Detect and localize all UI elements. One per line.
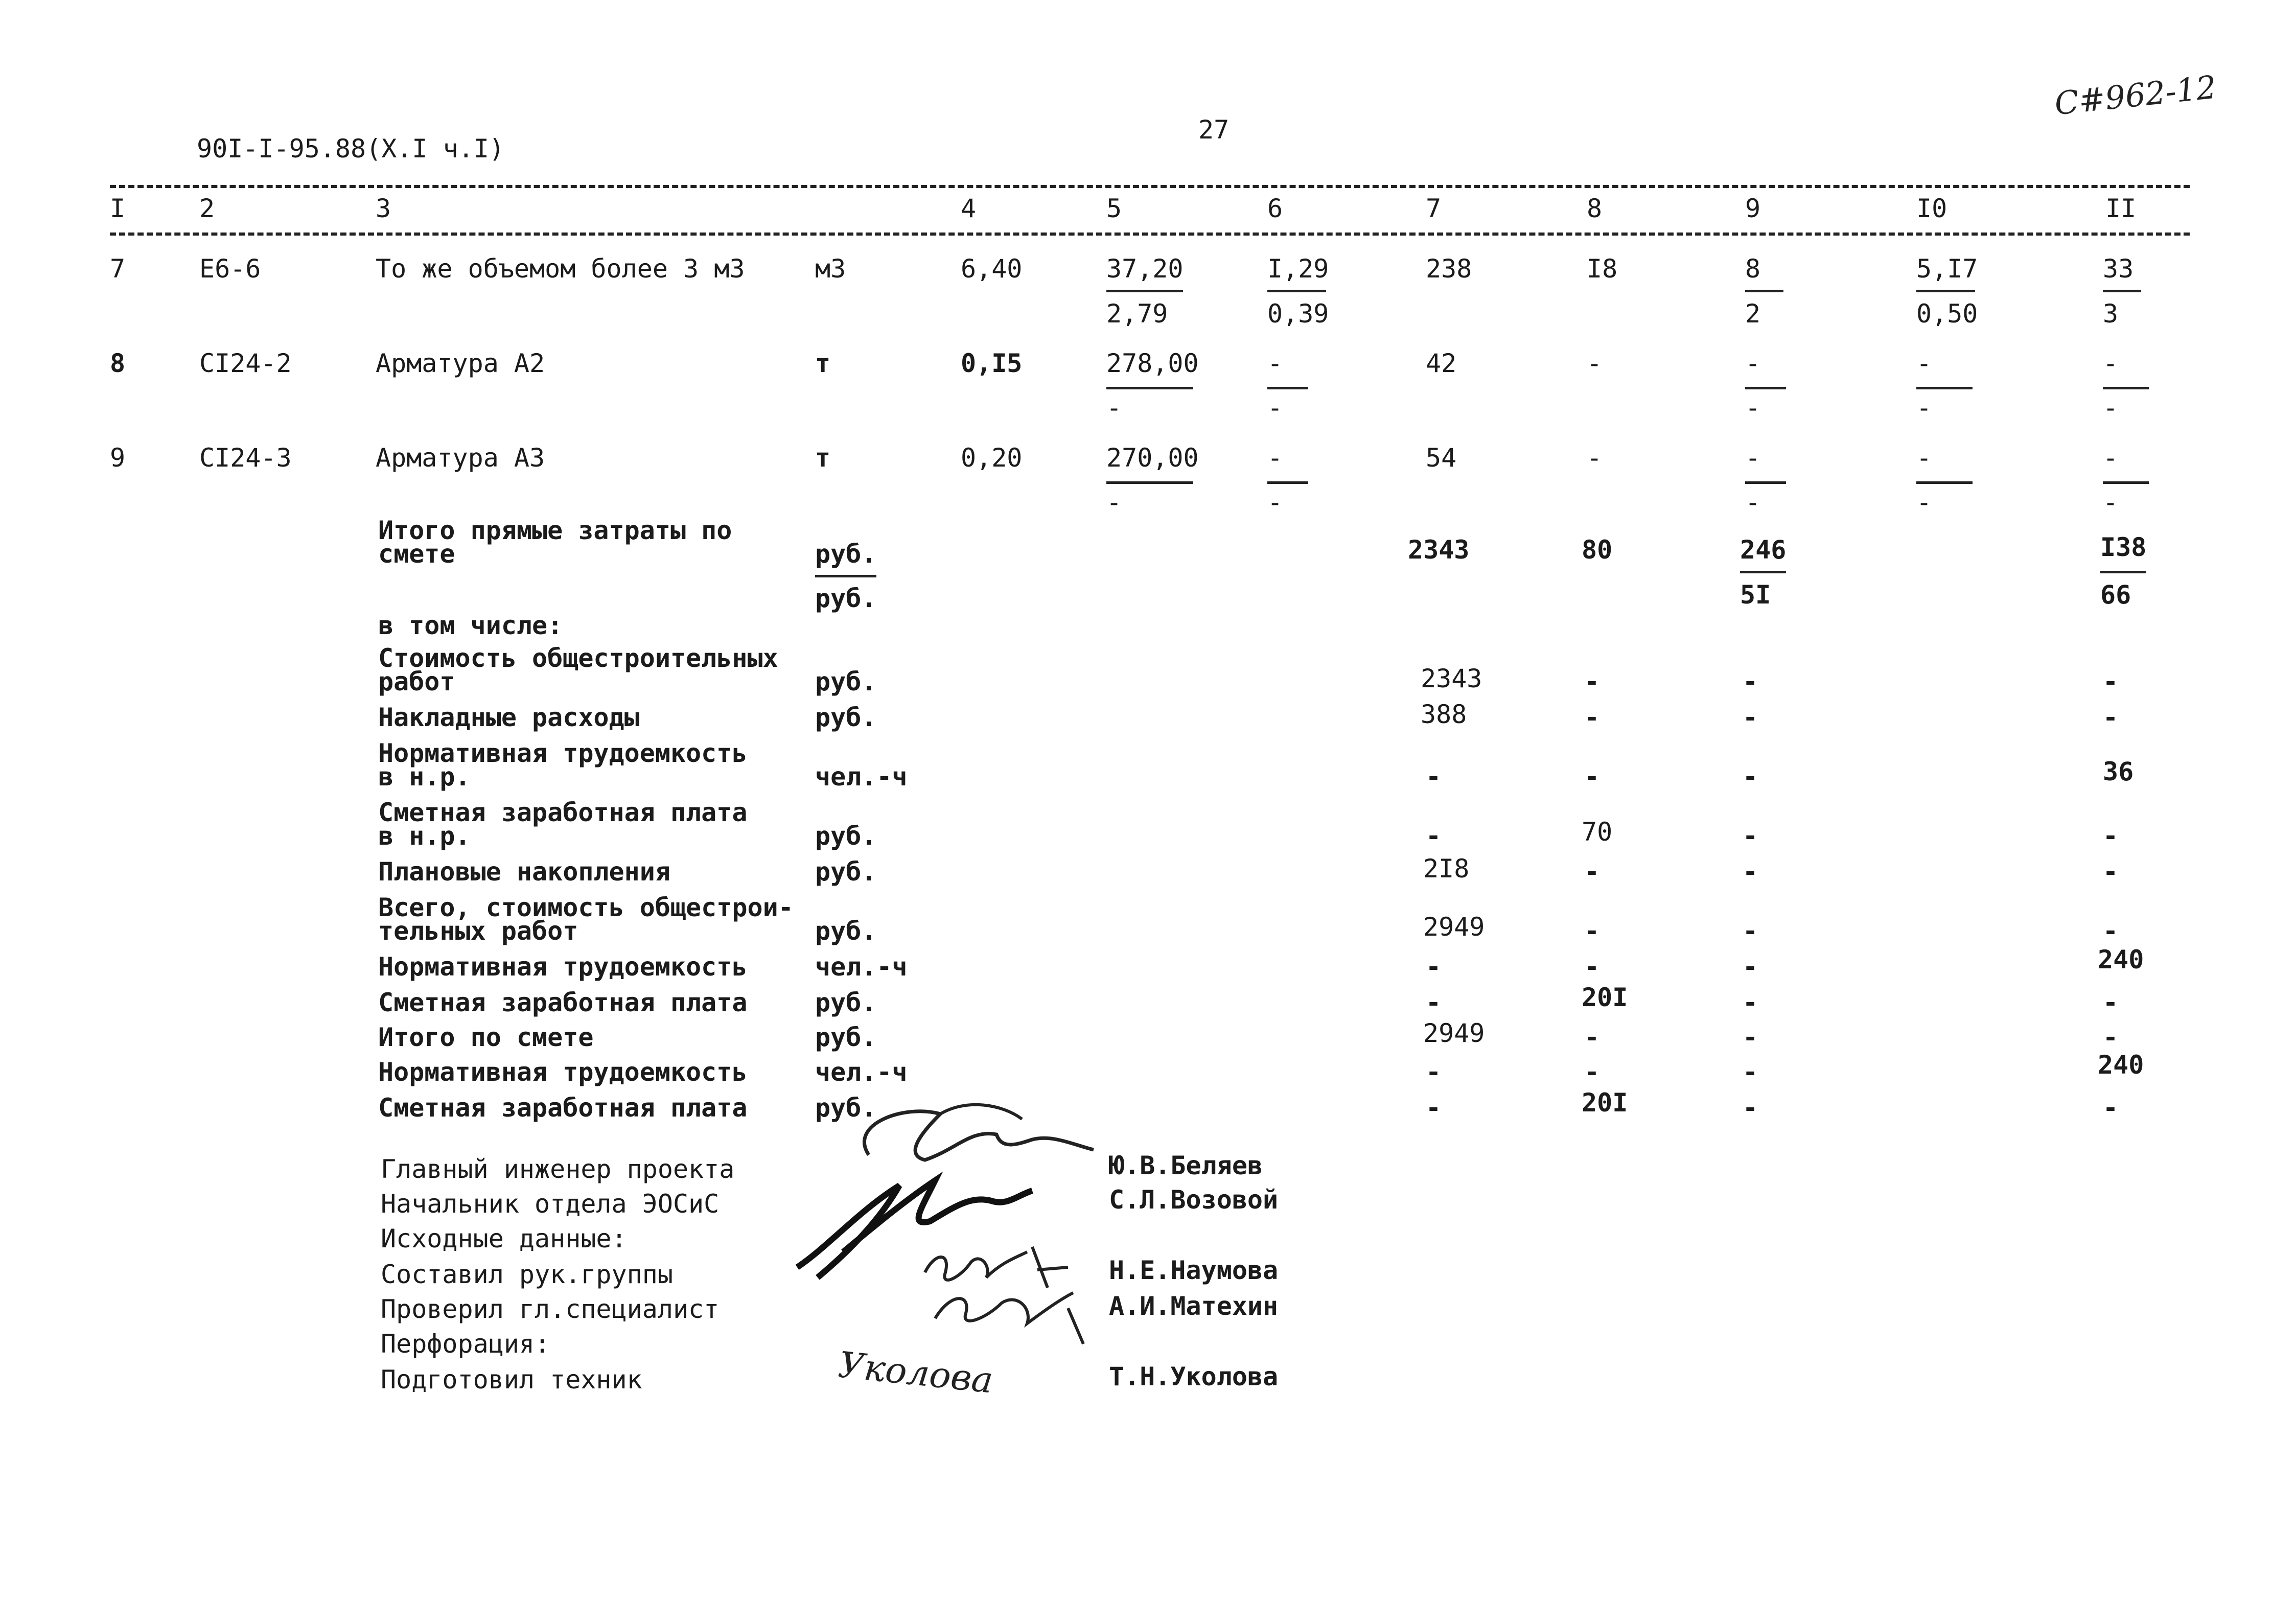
row-code: СI24-2 — [199, 349, 292, 378]
summary-line-col8: - — [1584, 667, 1600, 696]
summary-total-unit: руб. — [815, 539, 877, 569]
fraction-bar — [815, 575, 876, 577]
handwritten-signature-ukolova: Уколова — [836, 1343, 995, 1402]
row-col9-sub: - — [1745, 487, 1761, 517]
summary-line-col8: 20I — [1582, 1088, 1628, 1118]
row-col10-sub: - — [1916, 393, 1932, 423]
signature-name: Т.Н.Уколова — [1109, 1362, 1279, 1391]
summary-line-col7: 2343 — [1421, 664, 1482, 693]
summary-line-col9: - — [1743, 1057, 1758, 1087]
summary-line-unit: руб. — [815, 1093, 877, 1123]
row-col9: - — [1745, 349, 1761, 378]
row-col10: 5,I7 — [1916, 254, 1978, 284]
summary-line-col7: - — [1426, 988, 1442, 1017]
summary-line-col9: - — [1743, 703, 1758, 732]
fraction-bar — [1267, 387, 1308, 389]
row-code: СI24-3 — [199, 443, 292, 473]
signature-role: Проверил гл.специалист — [381, 1294, 720, 1324]
signature-name: С.Л.Возовой — [1109, 1185, 1279, 1215]
signature-role: Начальник отдела ЭОСиС — [381, 1189, 720, 1219]
signature-role: Исходные данные: — [381, 1224, 627, 1253]
row-col6-sub: - — [1267, 393, 1283, 423]
fraction-bar — [1740, 571, 1786, 573]
summary-line-col9: - — [1743, 916, 1758, 946]
row-col8: - — [1587, 349, 1603, 378]
row-col9-sub: - — [1745, 393, 1761, 423]
summary-line-col7: 2949 — [1423, 912, 1485, 942]
row-qty: 0,I5 — [961, 349, 1023, 378]
row-col9-sub: 2 — [1745, 299, 1761, 329]
col-header-2: 2 — [199, 194, 215, 223]
row-col9: 8 — [1745, 254, 1761, 284]
archive-mark: С#962-12 — [2053, 68, 2218, 123]
handwritten-signature-naumova — [915, 1232, 1099, 1349]
summary-line-label: Стоимость общестроительных — [378, 643, 778, 673]
summary-line-label: Всего, стоимость общестрои- — [378, 893, 794, 922]
summary-line-col8: 20I — [1582, 983, 1628, 1012]
summary-line-label: Сметная заработная плата — [378, 988, 748, 1017]
fraction-bar — [1745, 481, 1786, 484]
summary-line-unit: руб. — [815, 667, 877, 696]
summary-line-label: Нормативная трудоемкость — [378, 738, 748, 768]
col-header-5: 5 — [1106, 194, 1122, 223]
summary-line-unit: руб. — [815, 703, 877, 732]
row-unit: т — [815, 349, 831, 378]
row-name: Арматура А3 — [376, 443, 545, 473]
fraction-bar — [2103, 481, 2149, 484]
summary-line-col8: - — [1584, 762, 1600, 792]
summary-line-unit: руб. — [815, 988, 877, 1017]
summary-line-col9: - — [1743, 667, 1758, 696]
summary-line-col9: - — [1743, 762, 1758, 792]
summary-line-col8: 70 — [1582, 817, 1613, 847]
summary-line-unit: руб. — [815, 821, 877, 851]
row-col8: - — [1587, 443, 1603, 473]
summary-line-col9: - — [1743, 1023, 1758, 1052]
summary-line-label: Итого по смете — [378, 1023, 594, 1052]
row-col10: - — [1916, 443, 1932, 473]
summary-line-label: Сметная заработная плата — [378, 1093, 748, 1123]
signature-role: Главный инженер проекта — [381, 1154, 735, 1184]
row-col10-sub: - — [1916, 487, 1932, 517]
row-col5-sub: 2,79 — [1106, 299, 1168, 329]
row-name: Арматура А2 — [376, 349, 545, 378]
summary-line-label-cont: тельных работ — [378, 916, 578, 946]
summary-line-unit: руб. — [815, 857, 877, 887]
summary-line-col11: - — [2103, 988, 2119, 1017]
row-col7: 54 — [1426, 443, 1457, 473]
row-col11: - — [2103, 443, 2119, 473]
summary-total-label-1: Итого прямые затраты по — [378, 516, 732, 545]
summary-line-col8: - — [1584, 916, 1600, 946]
row-col5-sub: - — [1106, 487, 1122, 517]
signature-name: Ю.В.Беляев — [1109, 1151, 1263, 1180]
row-col7: 42 — [1426, 349, 1457, 378]
summary-line-unit: руб. — [815, 916, 877, 946]
fraction-bar — [1916, 387, 1973, 389]
summary-line-col11: 240 — [2098, 945, 2144, 974]
summary-line-label: Плановые накопления — [378, 857, 670, 887]
summary-line-unit: руб. — [815, 1023, 877, 1052]
summary-total-col11: I38 — [2100, 532, 2147, 562]
row-col9: - — [1745, 443, 1761, 473]
row-col10-sub: 0,50 — [1916, 299, 1978, 329]
col-header-7: 7 — [1426, 194, 1442, 223]
fraction-bar — [1916, 481, 1973, 484]
summary-line-col7: - — [1426, 1093, 1442, 1123]
row-col7: 238 — [1426, 254, 1472, 284]
row-col6-sub: 0,39 — [1267, 299, 1329, 329]
row-name: То же объемом более 3 м3 — [376, 254, 745, 284]
col-header-9: 9 — [1745, 194, 1761, 223]
summary-line-col11: - — [2103, 916, 2119, 946]
fraction-bar — [1916, 290, 1975, 292]
row-number: 8 — [110, 349, 126, 378]
row-number: 9 — [110, 443, 126, 473]
summary-line-col11: 36 — [2103, 757, 2134, 786]
summary-line-col11: - — [2103, 667, 2119, 696]
summary-line-label: Нормативная трудоемкость — [378, 952, 748, 982]
summary-line-col11: - — [2103, 857, 2119, 887]
summary-total-col9: 246 — [1740, 535, 1787, 565]
summary-line-unit: чел.-ч — [815, 952, 908, 982]
summary-line-label: Накладные расходы — [378, 703, 640, 732]
summary-total-col8: 80 — [1582, 535, 1613, 565]
summary-line-col7: - — [1426, 821, 1442, 851]
row-col11: 33 — [2103, 254, 2134, 284]
fraction-bar — [1267, 481, 1308, 484]
summary-total-label-2: смете — [378, 539, 455, 569]
summary-total-unit-sub: руб. — [815, 584, 877, 613]
col-header-11: II — [2105, 194, 2137, 223]
row-col5: 278,00 — [1106, 349, 1199, 378]
row-col6: - — [1267, 349, 1283, 378]
summary-line-col9: - — [1743, 952, 1758, 982]
summary-total-col7: 2343 — [1408, 535, 1470, 565]
summary-line-col11: - — [2103, 1023, 2119, 1052]
table-top-rule — [110, 185, 2190, 188]
row-unit: м3 — [815, 254, 846, 284]
summary-line-col8: - — [1584, 952, 1600, 982]
summary-line-col7: - — [1426, 1057, 1442, 1087]
row-col6-sub: - — [1267, 487, 1283, 517]
document-code: 90I-I-95.88(X.I ч.I) — [197, 134, 505, 164]
row-number: 7 — [110, 254, 126, 284]
summary-line-col8: - — [1584, 1023, 1600, 1052]
row-col8: I8 — [1587, 254, 1618, 284]
row-col6: I,29 — [1267, 254, 1329, 284]
summary-line-col7: 2949 — [1423, 1018, 1485, 1048]
summary-line-col8: - — [1584, 857, 1600, 887]
row-col11-sub: 3 — [2103, 299, 2119, 329]
row-code: Е6-6 — [199, 254, 261, 284]
fraction-bar — [1745, 387, 1786, 389]
row-col11-sub: - — [2103, 393, 2119, 423]
summary-line-col11: - — [2103, 1093, 2119, 1123]
summary-line-col8: - — [1584, 1057, 1600, 1087]
signature-name: Н.Е.Наумова — [1109, 1256, 1279, 1285]
summary-line-col9: - — [1743, 988, 1758, 1017]
summary-line-col11: - — [2103, 703, 2119, 732]
signature-role: Составил рук.группы — [381, 1260, 673, 1289]
fraction-bar — [1745, 290, 1783, 292]
summary-line-col9: - — [1743, 857, 1758, 887]
summary-line-col7: 2I8 — [1423, 854, 1470, 884]
fraction-bar — [2103, 387, 2149, 389]
fraction-bar — [1106, 387, 1193, 389]
summary-line-label-cont: в н.р. — [378, 821, 471, 851]
summary-line-label-cont: работ — [378, 667, 455, 696]
table-header-rule — [110, 233, 2190, 236]
row-col6: - — [1267, 443, 1283, 473]
col-header-10: I0 — [1916, 194, 1947, 223]
row-qty: 0,20 — [961, 443, 1023, 473]
fraction-bar — [2103, 290, 2141, 292]
fraction-bar — [2100, 571, 2146, 573]
row-col11-sub: - — [2103, 487, 2119, 517]
row-col5: 37,20 — [1106, 254, 1184, 284]
row-col5-sub: - — [1106, 393, 1122, 423]
summary-line-col7: - — [1426, 762, 1442, 792]
summary-line-unit: чел.-ч — [815, 1057, 908, 1087]
signature-role: Перфорация: — [381, 1329, 550, 1359]
summary-line-label: Нормативная трудоемкость — [378, 1057, 748, 1087]
col-header-6: 6 — [1267, 194, 1283, 223]
fraction-bar — [1267, 290, 1326, 292]
row-col5: 270,00 — [1106, 443, 1199, 473]
page-number: 27 — [1198, 115, 1230, 145]
summary-line-label: Сметная заработная плата — [378, 798, 748, 827]
summary-line-label-cont: в н.р. — [378, 762, 471, 792]
col-header-1: I — [110, 194, 126, 223]
row-qty: 6,40 — [961, 254, 1023, 284]
summary-line-col8: - — [1584, 703, 1600, 732]
summary-line-col11: 240 — [2098, 1050, 2144, 1080]
summary-total-col11-sub: 66 — [2100, 580, 2131, 610]
signature-role: Подготовил техник — [381, 1365, 642, 1395]
summary-line-col9: - — [1743, 1093, 1758, 1123]
col-header-3: 3 — [376, 194, 391, 223]
col-header-4: 4 — [961, 194, 977, 223]
summary-line-col7: 388 — [1421, 700, 1467, 729]
summary-line-col9: - — [1743, 821, 1758, 851]
summary-including-label: в том числе: — [378, 611, 563, 640]
fraction-bar — [1106, 290, 1183, 292]
col-header-8: 8 — [1587, 194, 1603, 223]
summary-total-col9-sub: 5I — [1740, 580, 1771, 610]
fraction-bar — [1106, 481, 1193, 484]
row-unit: т — [815, 443, 831, 473]
row-col11: - — [2103, 349, 2119, 378]
summary-line-col7: - — [1426, 952, 1442, 982]
summary-line-col11: - — [2103, 821, 2119, 851]
signature-name: А.И.Матехин — [1109, 1291, 1279, 1321]
summary-line-unit: чел.-ч — [815, 762, 908, 792]
row-col10: - — [1916, 349, 1932, 378]
